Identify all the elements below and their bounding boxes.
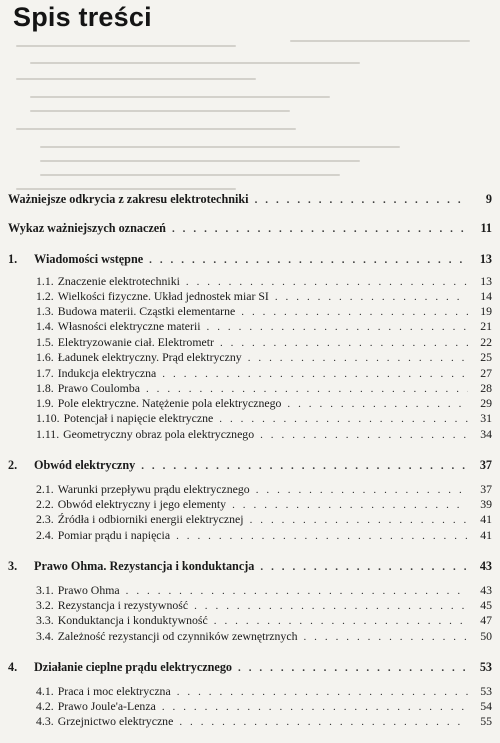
dot-leader <box>256 484 468 496</box>
dot-leader <box>176 530 468 542</box>
toc-section-1-7[interactable] <box>36 366 492 381</box>
chapter-page: 43 <box>479 559 492 573</box>
chapter-number: 4. <box>8 660 18 674</box>
section-page: 19 <box>480 304 492 318</box>
chapter-number: 3. <box>8 559 18 573</box>
section-title: Pomiar prądu i napięcia <box>57 528 171 542</box>
toc-entry-title: Wykaz ważniejszych oznaczeń <box>8 221 166 235</box>
section-page: 47 <box>480 613 492 627</box>
chapter-number: 2. <box>8 458 18 472</box>
section-page: 34 <box>480 427 492 441</box>
dot-leader <box>220 337 468 349</box>
section-number: 2.2. <box>36 497 54 511</box>
section-number: 4.1. <box>36 684 54 698</box>
toc-chapter-4[interactable] <box>8 660 492 675</box>
section-page: 50 <box>480 629 492 643</box>
toc-section-3-4[interactable] <box>36 629 492 644</box>
section-page: 13 <box>480 274 492 288</box>
chapter-number: 1. <box>8 252 18 266</box>
toc-entry-front-2[interactable] <box>8 221 492 236</box>
toc-entry-page: 11 <box>480 221 492 235</box>
dot-leader <box>214 615 468 627</box>
section-number: 4.2. <box>36 699 54 713</box>
chapter-title: Wiadomości wstępne <box>34 252 144 266</box>
section-number: 1.8. <box>36 381 54 395</box>
dot-leader <box>126 585 468 597</box>
section-page: 53 <box>480 684 492 698</box>
dot-leader <box>232 499 468 511</box>
toc-chapter-1[interactable] <box>8 252 492 267</box>
dot-leader <box>238 662 468 674</box>
section-page: 21 <box>480 319 492 333</box>
dot-leader <box>146 383 468 395</box>
section-number: 1.9. <box>36 396 54 410</box>
toc-chapter-3[interactable] <box>8 559 492 574</box>
dot-leader <box>162 701 468 713</box>
dot-leader <box>194 600 468 612</box>
toc-section-4-2[interactable] <box>36 699 492 714</box>
section-page: 28 <box>480 381 492 395</box>
section-page: 31 <box>480 411 492 425</box>
section-title: Konduktancja i konduktywność <box>57 613 208 627</box>
section-title: Własności elektryczne materii <box>57 319 201 333</box>
section-page: 45 <box>480 598 492 612</box>
toc-section-1-5[interactable] <box>36 335 492 350</box>
section-page: 27 <box>480 366 492 380</box>
dot-leader <box>177 686 468 698</box>
section-page: 39 <box>480 497 492 511</box>
section-page: 54 <box>480 699 492 713</box>
section-number: 1.11. <box>36 427 60 441</box>
section-page: 14 <box>480 289 492 303</box>
section-number: 1.7. <box>36 366 54 380</box>
section-title: Źródła i odbiorniki energii elektrycznej <box>57 512 244 526</box>
section-title: Praca i moc elektryczna <box>57 684 171 698</box>
page-title: Spis treści <box>13 2 152 32</box>
dot-leader <box>248 352 468 364</box>
section-page: 25 <box>480 350 492 364</box>
section-number: 3.2. <box>36 598 54 612</box>
toc-section-1-9[interactable] <box>36 396 492 411</box>
dot-leader <box>303 631 468 643</box>
section-title: Geometryczny obraz pola elektrycznego <box>63 427 255 441</box>
section-title: Rezystancja i rezystywność <box>57 598 189 612</box>
toc-section-1-6[interactable] <box>36 350 492 365</box>
section-number: 1.4. <box>36 319 54 333</box>
section-page: 43 <box>480 583 492 597</box>
toc-section-1-3[interactable] <box>36 304 492 319</box>
toc-entry-front-1[interactable] <box>8 192 492 207</box>
dot-leader <box>219 413 468 425</box>
toc-section-3-2[interactable] <box>36 598 492 613</box>
section-number: 2.1. <box>36 482 54 496</box>
section-number: 2.4. <box>36 528 54 542</box>
section-page: 41 <box>480 512 492 526</box>
section-page: 22 <box>480 335 492 349</box>
section-page: 55 <box>480 714 492 728</box>
toc-section-2-3[interactable] <box>36 512 492 527</box>
section-number: 4.3. <box>36 714 54 728</box>
section-title: Prawo Ohma <box>57 583 120 597</box>
section-title: Prawo Coulomba <box>57 381 140 395</box>
toc-entry-page: 9 <box>485 192 492 206</box>
section-number: 3.1. <box>36 583 54 597</box>
toc-section-4-3[interactable] <box>36 714 492 729</box>
toc-section-2-2[interactable] <box>36 497 492 512</box>
toc-section-2-4[interactable] <box>36 528 492 543</box>
section-number: 1.5. <box>36 335 54 349</box>
dot-leader <box>241 306 468 318</box>
section-number: 1.1. <box>36 274 54 288</box>
section-number: 3.4. <box>36 629 54 643</box>
section-title: Ładunek elektryczny. Prąd elektryczny <box>57 350 242 364</box>
toc-section-1-8[interactable] <box>36 381 492 396</box>
section-number: 2.3. <box>36 512 54 526</box>
toc-section-1-10[interactable] <box>36 411 492 426</box>
toc-section-4-1[interactable] <box>36 684 492 699</box>
dot-leader <box>260 561 468 573</box>
section-number: 1.2. <box>36 289 54 303</box>
dot-leader <box>255 194 468 206</box>
toc-section-1-11[interactable] <box>36 427 492 442</box>
toc-section-1-1[interactable] <box>36 274 492 289</box>
dot-leader <box>141 460 468 472</box>
chapter-page: 13 <box>479 252 492 266</box>
section-number: 1.3. <box>36 304 54 318</box>
section-number: 1.6. <box>36 350 54 364</box>
toc-section-1-2[interactable] <box>36 289 492 304</box>
section-title: Zależność rezystancji od czynników zewnętrznych <box>57 629 298 643</box>
section-title: Obwód elektryczny i jego elementy <box>57 497 227 511</box>
chapter-title: Prawo Ohma. Rezystancja i konduktancja <box>34 559 255 573</box>
toc-section-1-4[interactable] <box>36 319 492 334</box>
dot-leader <box>162 368 468 380</box>
section-title: Grzejnictwo elektryczne <box>57 714 174 728</box>
section-title: Budowa materii. Cząstki elementarne <box>57 304 236 318</box>
toc-section-3-1[interactable] <box>36 583 492 598</box>
section-number: 3.3. <box>36 613 54 627</box>
section-title: Potencjał i napięcie elektryczne <box>63 411 214 425</box>
dot-leader <box>186 276 468 288</box>
section-page: 37 <box>480 482 492 496</box>
dot-leader <box>275 291 468 303</box>
dot-leader <box>207 321 468 333</box>
toc-entry-title: Ważniejsze odkrycia z zakresu elektrotechniki <box>8 192 249 206</box>
dot-leader <box>149 254 468 266</box>
dot-leader <box>260 429 468 441</box>
section-title: Wielkości fizyczne. Układ jednostek miar SI <box>57 289 269 303</box>
chapter-page: 37 <box>479 458 492 472</box>
chapter-title: Działanie cieplne prądu elektrycznego <box>34 660 233 674</box>
section-title: Pole elektryczne. Natężenie pola elektrycznego <box>57 396 282 410</box>
section-title: Warunki przepływu prądu elektrycznego <box>57 482 250 496</box>
toc-section-3-3[interactable] <box>36 613 492 628</box>
toc-section-2-1[interactable] <box>36 482 492 497</box>
toc-chapter-2[interactable] <box>8 458 492 473</box>
section-page: 29 <box>480 396 492 410</box>
section-number: 1.10. <box>36 411 60 425</box>
section-title: Indukcja elektryczna <box>57 366 157 380</box>
chapter-page: 53 <box>479 660 492 674</box>
dot-leader <box>172 223 468 235</box>
section-page: 41 <box>480 528 492 542</box>
dot-leader <box>250 514 468 526</box>
chapter-title: Obwód elektryczny <box>34 458 136 472</box>
dot-leader <box>287 398 468 410</box>
dot-leader <box>179 716 468 728</box>
section-title: Elektryzowanie ciał. Elektrometr <box>57 335 214 349</box>
section-title: Prawo Joule'a-Lenza <box>57 699 156 713</box>
section-title: Znaczenie elektrotechniki <box>57 274 180 288</box>
